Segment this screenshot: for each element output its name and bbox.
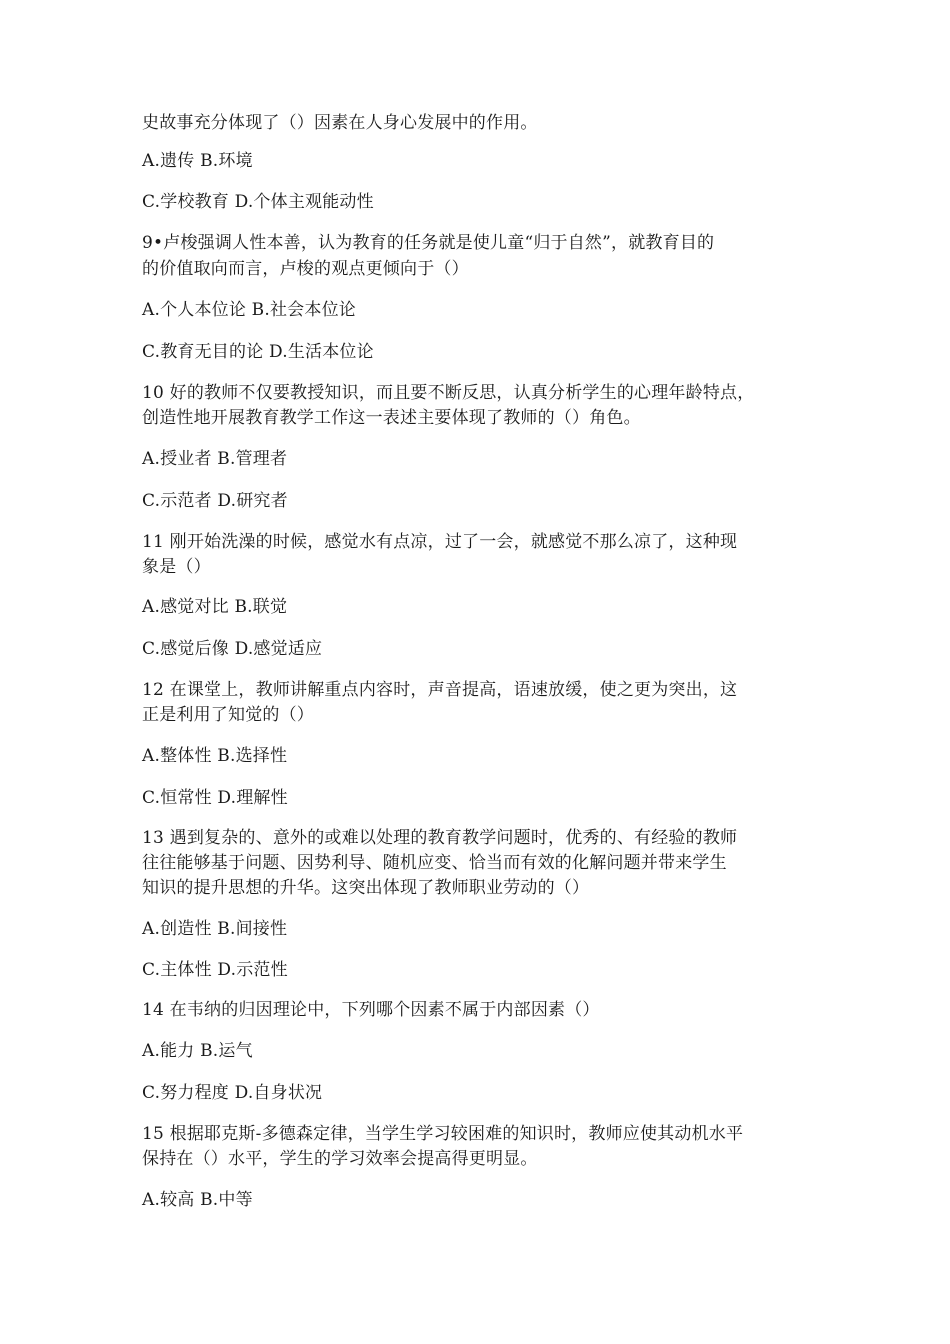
text-line: C.教育无目的论 D.生活本位论 [142, 342, 374, 362]
text-line: C.学校教育 D.个体主观能动性 [142, 192, 374, 212]
text-line: A.较高 B.中等 [142, 1190, 253, 1210]
text-line: 12 在课堂上，教师讲解重点内容时，声音提高，语速放缓，使之更为突出，这 [142, 680, 738, 700]
text-line: C.恒常性 D.理解性 [142, 788, 288, 808]
text-line: A.感觉对比 B.联觉 [142, 597, 288, 617]
text-line: 知识的提升思想的升华。这突出体现了教师职业劳动的（） [142, 878, 590, 898]
text-line: 11 刚开始洗澡的时候，感觉水有点凉，过了一会，就感觉不那么凉了，这种现 [142, 532, 738, 552]
text-line: 创造性地开展教育教学工作这一表述主要体现了教师的（）角色。 [142, 408, 641, 428]
text-line: C.努力程度 D.自身状况 [142, 1083, 323, 1103]
text-line: 9•卢梭强调人性本善，认为教育的任务就是使儿童“归于自然”，就教育目的 [142, 233, 715, 253]
text-line: A.个人本位论 B.社会本位论 [142, 300, 356, 320]
text-line: 的价值取向而言，卢梭的观点更倾向于（） [142, 259, 469, 279]
text-line: C.主体性 D.示范性 [142, 960, 288, 980]
text-line: 13 遇到复杂的、意外的或难以处理的教育教学问题时，优秀的、有经验的教师 [142, 828, 738, 848]
text-line: A.能力 B.运气 [142, 1041, 253, 1061]
text-line: 往往能够基于问题、因势利导、随机应变、恰当而有效的化解问题并带来学生 [142, 853, 727, 873]
text-line: 象是（） [142, 557, 211, 577]
text-line: 15 根据耶克斯-多德森定律，当学生学习较困难的知识时，教师应使其动机水平 [142, 1124, 744, 1144]
text-line: 10 好的教师不仅要教授知识，而且要不断反思，认真分析学生的心理年龄特点， [142, 383, 755, 403]
text-line: C.感觉后像 D.感觉适应 [142, 639, 323, 659]
text-line: A.整体性 B.选择性 [142, 746, 288, 766]
text-line: 史故事充分体现了（）因素在人身心发展中的作用。 [142, 113, 538, 133]
text-line: 正是利用了知觉的（） [142, 705, 314, 725]
text-line: A.遗传 B.环境 [142, 151, 253, 171]
text-line: 14 在韦纳的归因理论中，下列哪个因素不属于内部因素（） [142, 1000, 600, 1020]
text-line: C.示范者 D.研究者 [142, 491, 288, 511]
text-line: A.创造性 B.间接性 [142, 919, 288, 939]
text-line: A.授业者 B.管理者 [142, 449, 288, 469]
text-line: 保持在（）水平，学生的学习效率会提高得更明显。 [142, 1149, 538, 1169]
